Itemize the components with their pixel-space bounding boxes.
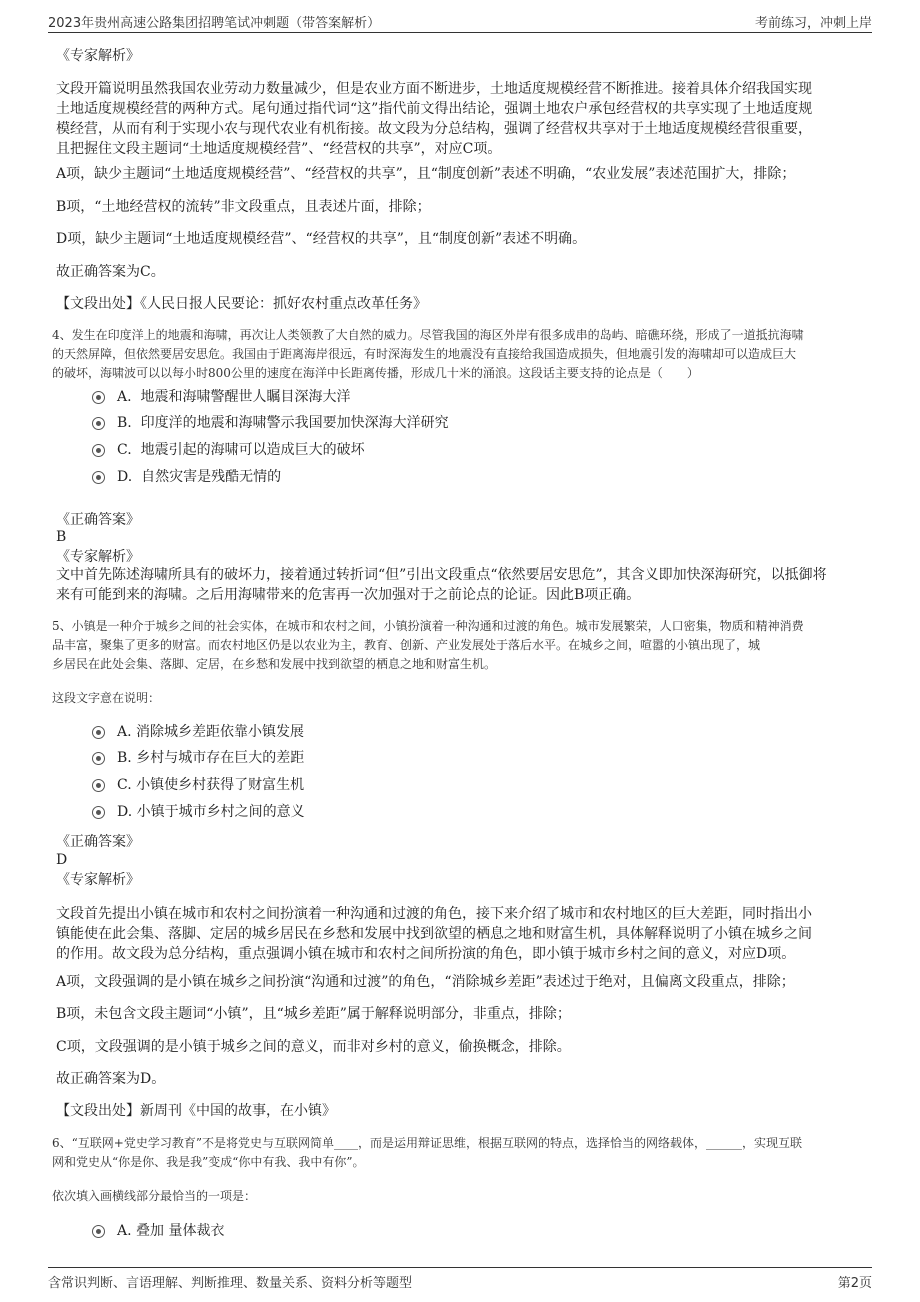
option-text: 小镇使乡村获得了财富生机	[136, 777, 305, 793]
q4-stem-line: 的破坏，海啸波可以以每小时800公里的速度在海洋中长距离传播，形成几十米的涌浪。这段话主要支持的论点是（ ）	[52, 366, 699, 380]
option-letter: B.	[117, 750, 132, 766]
radio-icon[interactable]	[92, 417, 105, 430]
q3-analysis	[56, 79, 866, 159]
q4-stem-line: 的天然屏障，但依然要居安思危。我国由于距离海岸很远，有时深海发生的地震没有直接给我国造成损失，但地震引发的海啸却可以造成巨大	[52, 347, 797, 361]
radio-icon[interactable]	[92, 726, 105, 739]
q4-analysis-line: 来有可能到来的海啸。之后用海啸带来的危害再一次加强对于之前论点的论证。因此B项正确。	[56, 587, 641, 603]
q5-answer: D	[56, 852, 68, 868]
q5-question: 这段文字意在说明：	[52, 691, 161, 705]
page-number: 第2页	[837, 1276, 872, 1291]
radio-icon[interactable]	[92, 471, 105, 484]
q4-stem-line: 4、发生在印度洋上的地震和海啸，再次让人类领教了大自然的威力。尽管我国的海区外岸有很多成串的岛屿、暗礁环绕，形成了一道抵抗海啸	[52, 328, 804, 342]
radio-icon[interactable]	[92, 391, 105, 404]
q5-answer-label: 《正确答案》	[56, 834, 140, 850]
q5-analysis-line: 镇能使在此会集、落脚、定居的城乡居民在乡愁和发展中找到欲望的栖息之地和财富生机，具体解释说明了小镇在城乡之间	[56, 926, 812, 942]
option-text: 印度洋的地震和海啸警示我国要加快深海大洋研究	[140, 415, 449, 431]
option-letter: D.	[117, 469, 133, 485]
q3-conclusion: 故正确答案为C。	[56, 264, 165, 280]
q4-answer: B	[56, 529, 67, 545]
q5-source: 【文段出处】新周刊《中国的故事，在小镇》	[56, 1103, 336, 1119]
q3-analysis-line: 模经营，从而有利于实现小农与现代农业有机衔接。故文段为分总结构，强调了经营权共享对于土地适度规模经营很重要，	[56, 121, 812, 137]
q5-option-b-analysis: B项，未包含文段主题词“小镇”，且“城乡差距”属于解释说明部分，非重点，排除；	[56, 1006, 571, 1022]
q5-option-c-analysis: C项，文段强调的是小镇于城乡之间的意义，而非对乡村的意义，偷换概念，排除。	[56, 1039, 571, 1055]
q6-stem-line: 网和党史从“你是你、我是我”变成“你中有我、我中有你”。	[52, 1155, 365, 1169]
option-text: 地震引起的海啸可以造成巨大的破坏	[140, 442, 365, 458]
header-slogan: 考前练习，冲刺上岸	[754, 16, 872, 31]
radio-icon[interactable]	[92, 752, 105, 765]
option-text: 乡村与城市存在巨大的差距	[136, 750, 305, 766]
q5-option-d[interactable]	[92, 802, 305, 822]
option-letter: C.	[117, 442, 132, 458]
header-title: 2023年贵州高速公路集团招聘笔试冲刺题（带答案解析）	[48, 16, 381, 31]
q6-stem-line: 6、“互联网+党史学习教育”不是将党史与互联网简单____，而是运用辩证思维，根据互联网的特点，选择恰当的网络载体，______，实现互联	[52, 1136, 802, 1150]
option-letter: B.	[117, 415, 132, 431]
page-header	[48, 8, 872, 33]
q4-stem	[52, 326, 868, 383]
q3-option-d-analysis: D项，缺少主题词“土地适度规模经营”、“经营权的共享”，且“制度创新”表述不明确。	[56, 231, 587, 247]
option-text: 自然灾害是残酷无情的	[141, 469, 282, 485]
q5-stem-line: 5、小镇是一种介于城乡之间的社会实体，在城市和农村之间，小镇扮演着一种沟通和过渡的角色。城市发展繁荣，人口密集，物质和精神消费	[52, 619, 804, 633]
q6-question: 依次填入画横线部分最恰当的一项是：	[52, 1189, 257, 1203]
q6-stem	[52, 1134, 868, 1172]
q4-expert-label: 《专家解析》	[56, 549, 140, 565]
q5-option-b[interactable]	[92, 748, 304, 768]
q5-analysis	[56, 904, 866, 964]
q5-analysis-line: 文段首先提出小镇在城市和农村之间扮演着一种沟通和过渡的角色，接下来介绍了城市和农村地区的巨大差距，同时指出小	[56, 906, 812, 922]
option-letter: A.	[117, 724, 132, 740]
q3-expert-label: 《专家解析》	[56, 48, 140, 64]
q4-option-c[interactable]	[92, 440, 365, 460]
option-text: 小镇于城市乡村之间的意义	[136, 804, 305, 820]
q5-stem-line: 乡居民在此处会集、落脚、定居，在乡愁和发展中找到欲望的栖息之地和财富生机。	[52, 657, 497, 671]
q5-option-a-analysis: A项，文段强调的是小镇在城乡之间扮演“沟通和过渡”的角色，“消除城乡差距”表述过于绝对，且偏离文段重点，排除；	[56, 974, 795, 990]
footer-note: 含常识判断、言语理解、判断推理、数量关系、资料分析等题型	[48, 1276, 413, 1291]
option-letter: C.	[117, 777, 132, 793]
q4-option-d[interactable]	[92, 467, 281, 487]
page-footer	[48, 1267, 872, 1290]
option-letter: A.	[117, 389, 132, 405]
q5-analysis-line: 的作用。故文段为总分结构，重点强调小镇在城市和农村之间所扮演的角色，即小镇于城市乡村之间的意义，对应D项。	[56, 946, 796, 962]
q3-source: 【文段出处】《人民日报人民要论：抓好农村重点改革任务》	[56, 296, 427, 312]
option-text: 地震和海啸警醒世人瞩目深海大洋	[140, 389, 351, 405]
q3-option-a-analysis: A项，缺少主题词“土地适度规模经营”、“经营权的共享”，且“制度创新”表述不明确，“农业发展”表述范围扩大，排除；	[56, 166, 796, 182]
radio-icon[interactable]	[92, 444, 105, 457]
q4-option-a[interactable]	[92, 387, 350, 407]
q3-option-b-analysis: B项，“土地经营权的流转”非文段重点，且表述片面，排除；	[56, 199, 431, 215]
q5-stem	[52, 617, 868, 674]
q6-option-a[interactable]	[92, 1221, 224, 1241]
q3-analysis-line: 土地适度规模经营的两种方式。尾句通过指代词“这”指代前文得出结论，强调土地农户承包经营权的共享实现了土地适度规	[56, 101, 813, 117]
option-letter: D.	[117, 804, 133, 820]
option-text: 叠加 量体裁衣	[136, 1223, 225, 1239]
radio-icon[interactable]	[92, 1225, 105, 1238]
q3-analysis-line: 且把握住文段主题词“土地适度规模经营”、“经营权的共享”，对应C项。	[56, 141, 502, 157]
radio-icon[interactable]	[92, 779, 105, 792]
q5-option-a[interactable]	[92, 722, 304, 742]
option-text: 消除城乡差距依靠小镇发展	[136, 724, 305, 740]
q5-stem-line: 品丰富，聚集了更多的财富。而农村地区仍是以农业为主，教育、创新、产业发展处于落后水平。在城乡之间，喧嚣的小镇出现了，城	[52, 638, 761, 652]
q5-option-c[interactable]	[92, 775, 304, 795]
q5-expert-label: 《专家解析》	[56, 872, 140, 888]
option-letter: A.	[117, 1223, 132, 1239]
q4-option-b[interactable]	[92, 413, 449, 433]
q5-conclusion: 故正确答案为D。	[56, 1071, 166, 1087]
q3-analysis-line: 文段开篇说明虽然我国农业劳动力数量减少，但是农业方面不断进步，土地适度规模经营不断推进。接着具体介绍我国实现	[56, 81, 812, 97]
radio-icon[interactable]	[92, 806, 105, 819]
q4-analysis	[56, 565, 866, 605]
q4-analysis-line: 文中首先陈述海啸所具有的破坏力，接着通过转折词“但”引出文段重点“依然要居安思危”，其含义即加快深海研究，以抵御将	[56, 567, 827, 583]
q4-answer-label: 《正确答案》	[56, 512, 140, 528]
